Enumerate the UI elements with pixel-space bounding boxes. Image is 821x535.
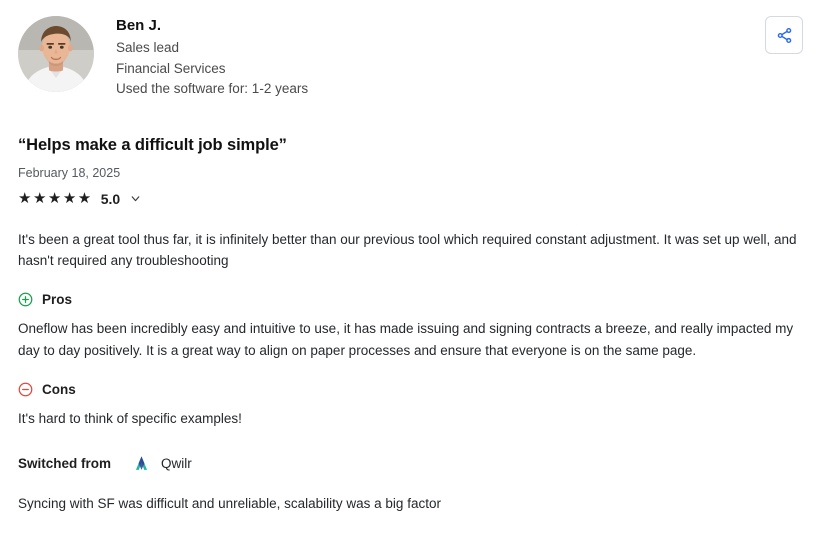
rating-row xyxy=(18,191,803,207)
plus-circle-icon xyxy=(18,292,33,307)
review-summary-text: It's been a great tool thus far, it is infinitely better than our previous tool which required constant adjustment. It was set up well, and hasn't required any troubleshooting xyxy=(18,231,797,269)
avatar xyxy=(18,16,94,92)
switched-from-row xyxy=(18,454,803,474)
reviewer-role: Sales lead xyxy=(116,40,180,55)
chevron-down-icon[interactable] xyxy=(129,192,142,205)
cons-section xyxy=(18,382,803,430)
switched-from-product[interactable]: Qwilr xyxy=(161,456,192,472)
minus-circle-icon xyxy=(18,382,33,397)
share-icon xyxy=(776,27,793,44)
review-title: “Helps make a difficult job simple” xyxy=(18,135,287,154)
pros-label: Pros xyxy=(42,292,73,308)
reviewer-name: Ben J. xyxy=(116,17,162,34)
review-date: February 18, 2025 xyxy=(18,165,121,180)
cons-label: Cons xyxy=(42,381,76,397)
switched-from-reason: Syncing with SF was difficult and unreliable, scalability was a big factor xyxy=(18,495,441,511)
reviewer-usage-duration: Used the software for: 1-2 years xyxy=(116,81,309,96)
review-header xyxy=(18,16,803,96)
rating-value: 5.0 xyxy=(100,190,121,207)
reviewer-industry: Financial Services xyxy=(116,60,226,76)
pros-heading xyxy=(18,292,803,307)
reviewer-meta xyxy=(116,16,308,96)
pros-text: Oneflow has been incredibly easy and intuitive to use, it has made issuing and signing contracts a breeze, and really impacted my day to day positively. It is a great way to align on paper processes and ensure that everyone is on the same page. xyxy=(18,321,794,359)
cons-heading xyxy=(18,382,803,397)
cons-text: It's hard to think of specific examples! xyxy=(18,410,242,426)
share-button[interactable] xyxy=(765,16,803,54)
qwilr-logo-icon xyxy=(131,454,151,474)
switched-from-label: Switched from xyxy=(18,456,112,472)
star-rating-icons: ★★★★★ xyxy=(18,190,93,207)
pros-section xyxy=(18,292,803,362)
